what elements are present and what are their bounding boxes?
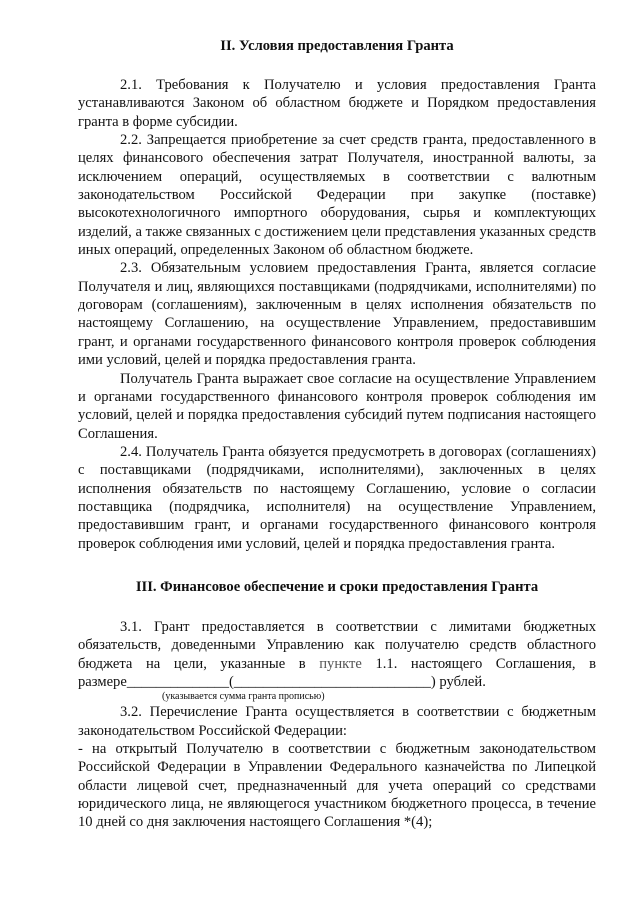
paren-open: ( bbox=[228, 674, 234, 691]
paragraph-3-1-text: 3.1. Грант предоставляется в соответствии с лимитами бюджетных обязательств, доведенными Управлению как получателю средств областного бюджета на цели, указанные в bbox=[78, 619, 596, 672]
paragraph-3-1 bbox=[78, 618, 596, 691]
paragraph-3-2-item: - на открытый Получателю в соответствии с бюджетным законодательством Российской Федерации в Управлении Федерального казначейства по Липецкой области лицевой счет, предназначенный для учета операций со средствами юридического лица, не являющегося участником бюджетного процесса, в течение 10 дней со дня заключения настоящего Соглашения *(4); bbox=[78, 741, 596, 831]
amount-caption: (указывается сумма гранта прописью) bbox=[162, 691, 325, 703]
section-2-title: II. Условия предоставления Гранта bbox=[220, 38, 454, 54]
clause-link[interactable]: пункте bbox=[319, 655, 362, 672]
amount-blank: ______________ bbox=[126, 674, 229, 691]
paragraph-2-1: 2.1. Требования к Получателю и условия предоставления Гранта устанавливаются Законом об областном бюджете и Порядком предоставления гранта в форме субсидии. bbox=[78, 77, 596, 130]
paragraph-3-1-text-mid: 1.1. настоящего Соглашения, в размере bbox=[78, 655, 596, 691]
paragraph-2-3-consent: Получатель Гранта выражает свое согласие на осуществление Управлением и органами государственного финансового контроля проверок соблюдения им условий, целей и порядка предоставления субсидий путем подписания настоящего Соглашения. bbox=[78, 370, 596, 442]
section-3-body bbox=[78, 618, 596, 832]
paragraph-2-2: 2.2. Запрещается приобретение за счет средств гранта, предоставленного в целях финансового обеспечения затрат Получателя, иностранной валюты, за исключением операций, осуществляемых в соответствии с валютным законодательством Российской Федерации при закупке (поставке) высокотехнологичного импортного оборудования, сырья и комплектующих изделий, а также связанных с достижением цели представления указанных средств иных операций, определенных Законом об областном бюджете. bbox=[78, 132, 596, 259]
section-3-title: III. Финансовое обеспечение и сроки предоставления Гранта bbox=[135, 579, 539, 595]
paragraph-3-1-end: ) рублей. bbox=[430, 674, 486, 691]
paragraph-3-2: 3.2. Перечисление Гранта осуществляется в соответствии с бюджетным законодательством Российской Федерации: bbox=[78, 704, 596, 739]
section-2-body bbox=[78, 76, 596, 553]
paragraph-2-4: 2.4. Получатель Гранта обязуется предусмотреть в договорах (соглашениях) с поставщиками (подрядчиками, исполнителями), заключенных в целях исполнения обязательств по настоящему Соглашению, условие о согласии поставщика (подрядчика, исполнителя) на осуществление Управлением, предоставившим грант, и органами государственного финансового контроля проверок соблюдения ими условий, целей и порядка предоставления гранта. bbox=[78, 443, 596, 552]
paragraph-2-3: 2.3. Обязательным условием предоставления Гранта, является согласие Получателя и лиц, являющихся поставщиками (подрядчиками, исполнителями) по договорам (соглашениям), заключенным в целях исполнения обязательств по настоящему Соглашению, на осуществление Управлением, предоставившим грант, и органами государственного финансового контроля проверок соблюдения ими условий, целей и порядка предоставления гранта. bbox=[78, 260, 596, 369]
amount-words-blank: ___________________________ bbox=[233, 674, 431, 691]
